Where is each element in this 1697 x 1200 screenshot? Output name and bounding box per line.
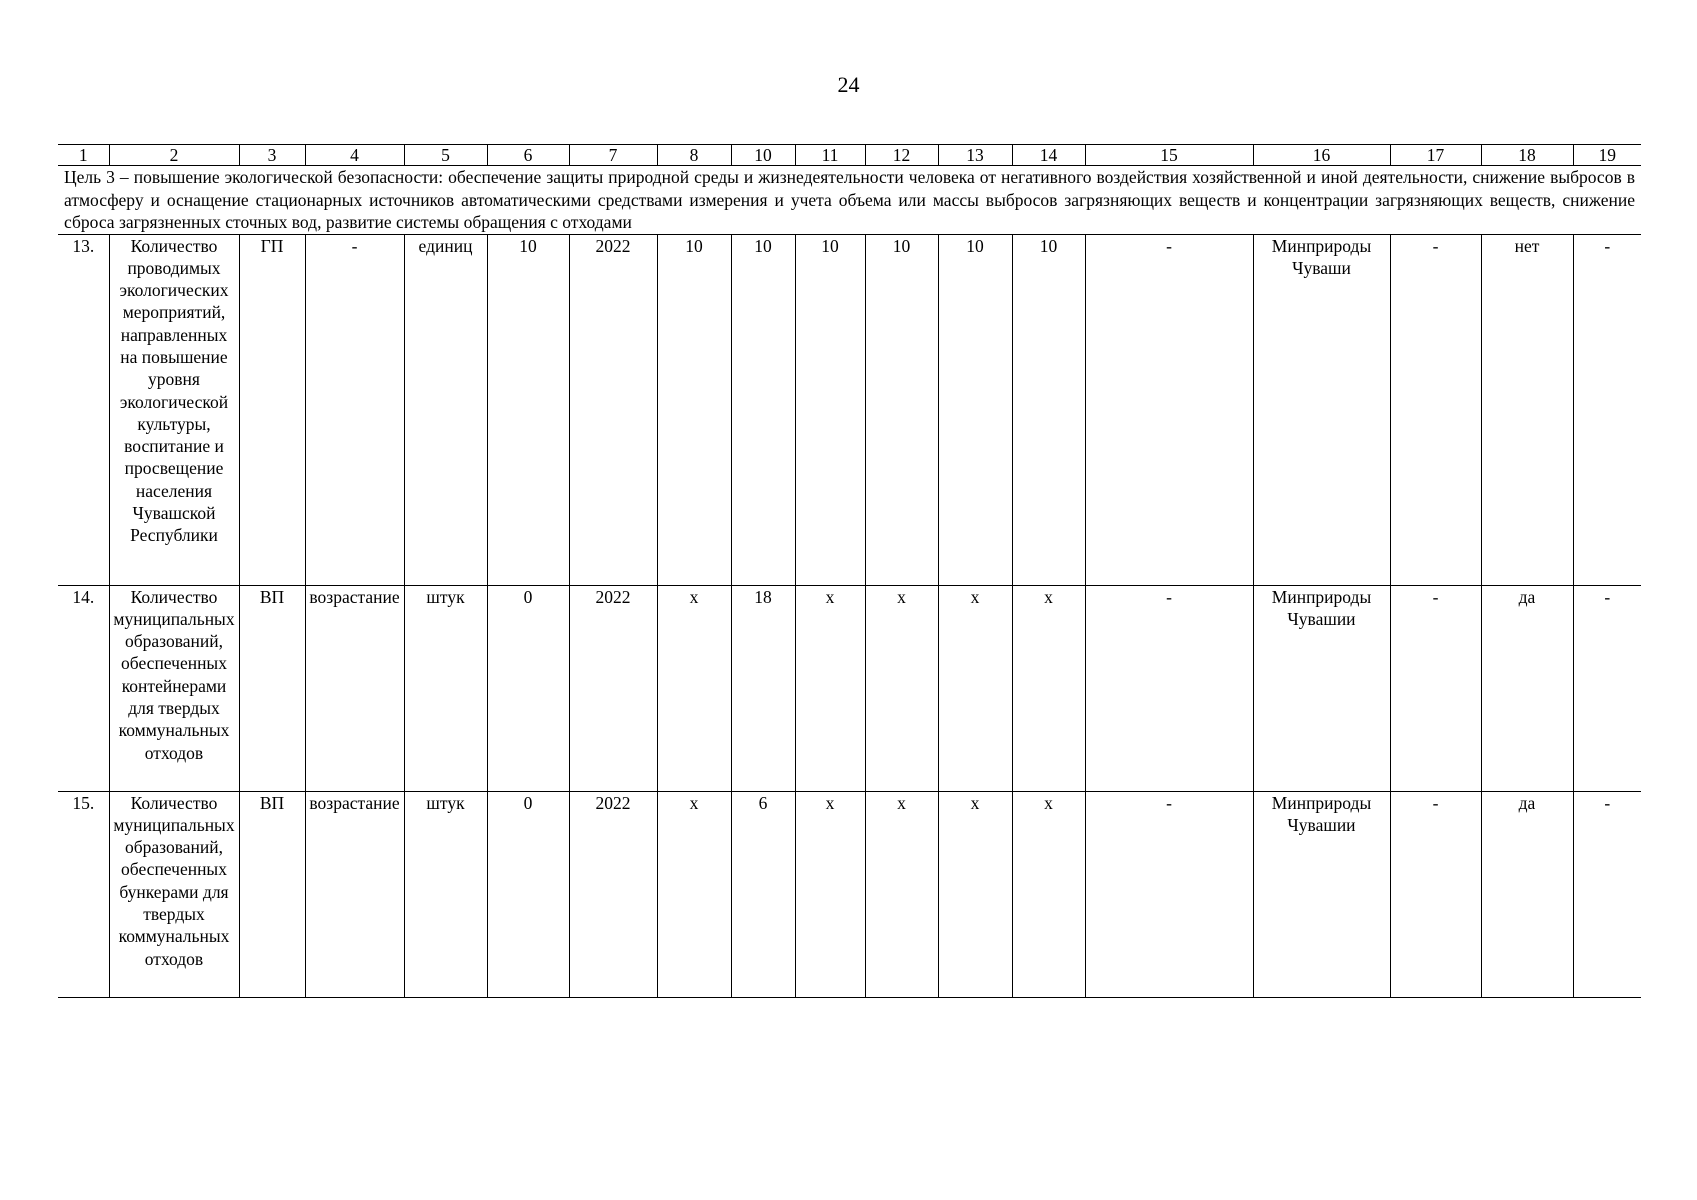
header-cell: 1 bbox=[58, 145, 109, 166]
header-cell: 18 bbox=[1481, 145, 1573, 166]
value-cell: 10 bbox=[865, 234, 938, 585]
value-cell: 6 bbox=[731, 791, 795, 997]
header-cell: 2 bbox=[109, 145, 239, 166]
header-cell: 7 bbox=[569, 145, 657, 166]
base-value: 0 bbox=[487, 585, 569, 791]
link-cell: - bbox=[1390, 791, 1481, 997]
header-cell: 13 bbox=[938, 145, 1012, 166]
row-number: 14. bbox=[58, 585, 109, 791]
header-cell: 15 bbox=[1085, 145, 1253, 166]
row-number: 15. bbox=[58, 791, 109, 997]
base-value: 0 bbox=[487, 791, 569, 997]
system-cell: - bbox=[1573, 585, 1641, 791]
value-cell: x bbox=[1012, 585, 1085, 791]
header-cell: 16 bbox=[1253, 145, 1390, 166]
base-year: 2022 bbox=[569, 791, 657, 997]
value-cell: x bbox=[865, 791, 938, 997]
table-row bbox=[58, 234, 1641, 585]
link-cell: - bbox=[1390, 234, 1481, 585]
value-cell: 18 bbox=[731, 585, 795, 791]
header-cell: 17 bbox=[1390, 145, 1481, 166]
indicator-trend: возрастание bbox=[305, 585, 404, 791]
value-cell: x bbox=[657, 585, 731, 791]
value-cell: x bbox=[865, 585, 938, 791]
value-cell: 10 bbox=[938, 234, 1012, 585]
system-cell: - bbox=[1573, 791, 1641, 997]
header-cell: 5 bbox=[404, 145, 487, 166]
value-cell: x bbox=[657, 791, 731, 997]
header-cell: 8 bbox=[657, 145, 731, 166]
page-number: 24 bbox=[837, 72, 860, 97]
unit: штук bbox=[404, 585, 487, 791]
document-cell: - bbox=[1085, 585, 1253, 791]
indicator-name: Количество проводимых экологических мероприятий, направленных на повышение уровня экологической культуры, воспитание и просвещение населения Чувашской Республики bbox=[109, 234, 239, 585]
value-cell: x bbox=[795, 791, 865, 997]
value-cell: 10 bbox=[795, 234, 865, 585]
indicator-type: ВП bbox=[239, 791, 305, 997]
value-cell: x bbox=[938, 791, 1012, 997]
header-cell: 3 bbox=[239, 145, 305, 166]
indicator-type: ГП bbox=[239, 234, 305, 585]
link-cell: - bbox=[1390, 585, 1481, 791]
value-cell: 10 bbox=[731, 234, 795, 585]
row-number: 13. bbox=[58, 234, 109, 585]
indicator-trend: возрастание bbox=[305, 791, 404, 997]
flag-cell: да bbox=[1481, 791, 1573, 997]
unit: единиц bbox=[404, 234, 487, 585]
header-cell: 4 bbox=[305, 145, 404, 166]
value-cell: x bbox=[938, 585, 1012, 791]
indicator-name: Количество муниципальных образований, обеспеченных контейнерами для твердых коммунальных отходов bbox=[109, 585, 239, 791]
value-cell: 10 bbox=[657, 234, 731, 585]
base-year: 2022 bbox=[569, 585, 657, 791]
responsible-cell: Минприроды Чуваши bbox=[1253, 234, 1390, 585]
base-value: 10 bbox=[487, 234, 569, 585]
document-cell: - bbox=[1085, 234, 1253, 585]
value-cell: 10 bbox=[1012, 234, 1085, 585]
table-row bbox=[58, 791, 1641, 997]
indicator-trend: - bbox=[305, 234, 404, 585]
header-cell: 19 bbox=[1573, 145, 1641, 166]
responsible-cell: Минприроды Чувашии bbox=[1253, 791, 1390, 997]
header-cell: 11 bbox=[795, 145, 865, 166]
document-cell: - bbox=[1085, 791, 1253, 997]
table-row bbox=[58, 585, 1641, 791]
base-year: 2022 bbox=[569, 234, 657, 585]
indicator-name: Количество муниципальных образований, обеспеченных бункерами для твердых коммунальных отходов bbox=[109, 791, 239, 997]
column-number-row bbox=[58, 145, 1641, 166]
flag-cell: нет bbox=[1481, 234, 1573, 585]
flag-cell: да bbox=[1481, 585, 1573, 791]
goal-text: Цель 3 – повышение экологической безопасности: обеспечение защиты природной среды и жизнедеятельности человека от негативного воздействия хозяйственной и иной деятельности, снижение выбросов в атмосферу и оснащение стационарных источников автоматическими средствами измерения и учета объема или массы выбросов загрязняющих веществ и концентрации загрязняющих веществ, снижение сброса загрязненных сточных вод, развитие системы обращения с отходами bbox=[58, 166, 1641, 235]
responsible-cell: Минприроды Чувашии bbox=[1253, 585, 1390, 791]
unit: штук bbox=[404, 791, 487, 997]
goal-row bbox=[58, 166, 1641, 235]
system-cell: - bbox=[1573, 234, 1641, 585]
indicators-table bbox=[58, 144, 1641, 998]
header-cell: 12 bbox=[865, 145, 938, 166]
value-cell: x bbox=[1012, 791, 1085, 997]
header-cell: 6 bbox=[487, 145, 569, 166]
header-cell: 10 bbox=[731, 145, 795, 166]
value-cell: x bbox=[795, 585, 865, 791]
indicator-type: ВП bbox=[239, 585, 305, 791]
header-cell: 14 bbox=[1012, 145, 1085, 166]
